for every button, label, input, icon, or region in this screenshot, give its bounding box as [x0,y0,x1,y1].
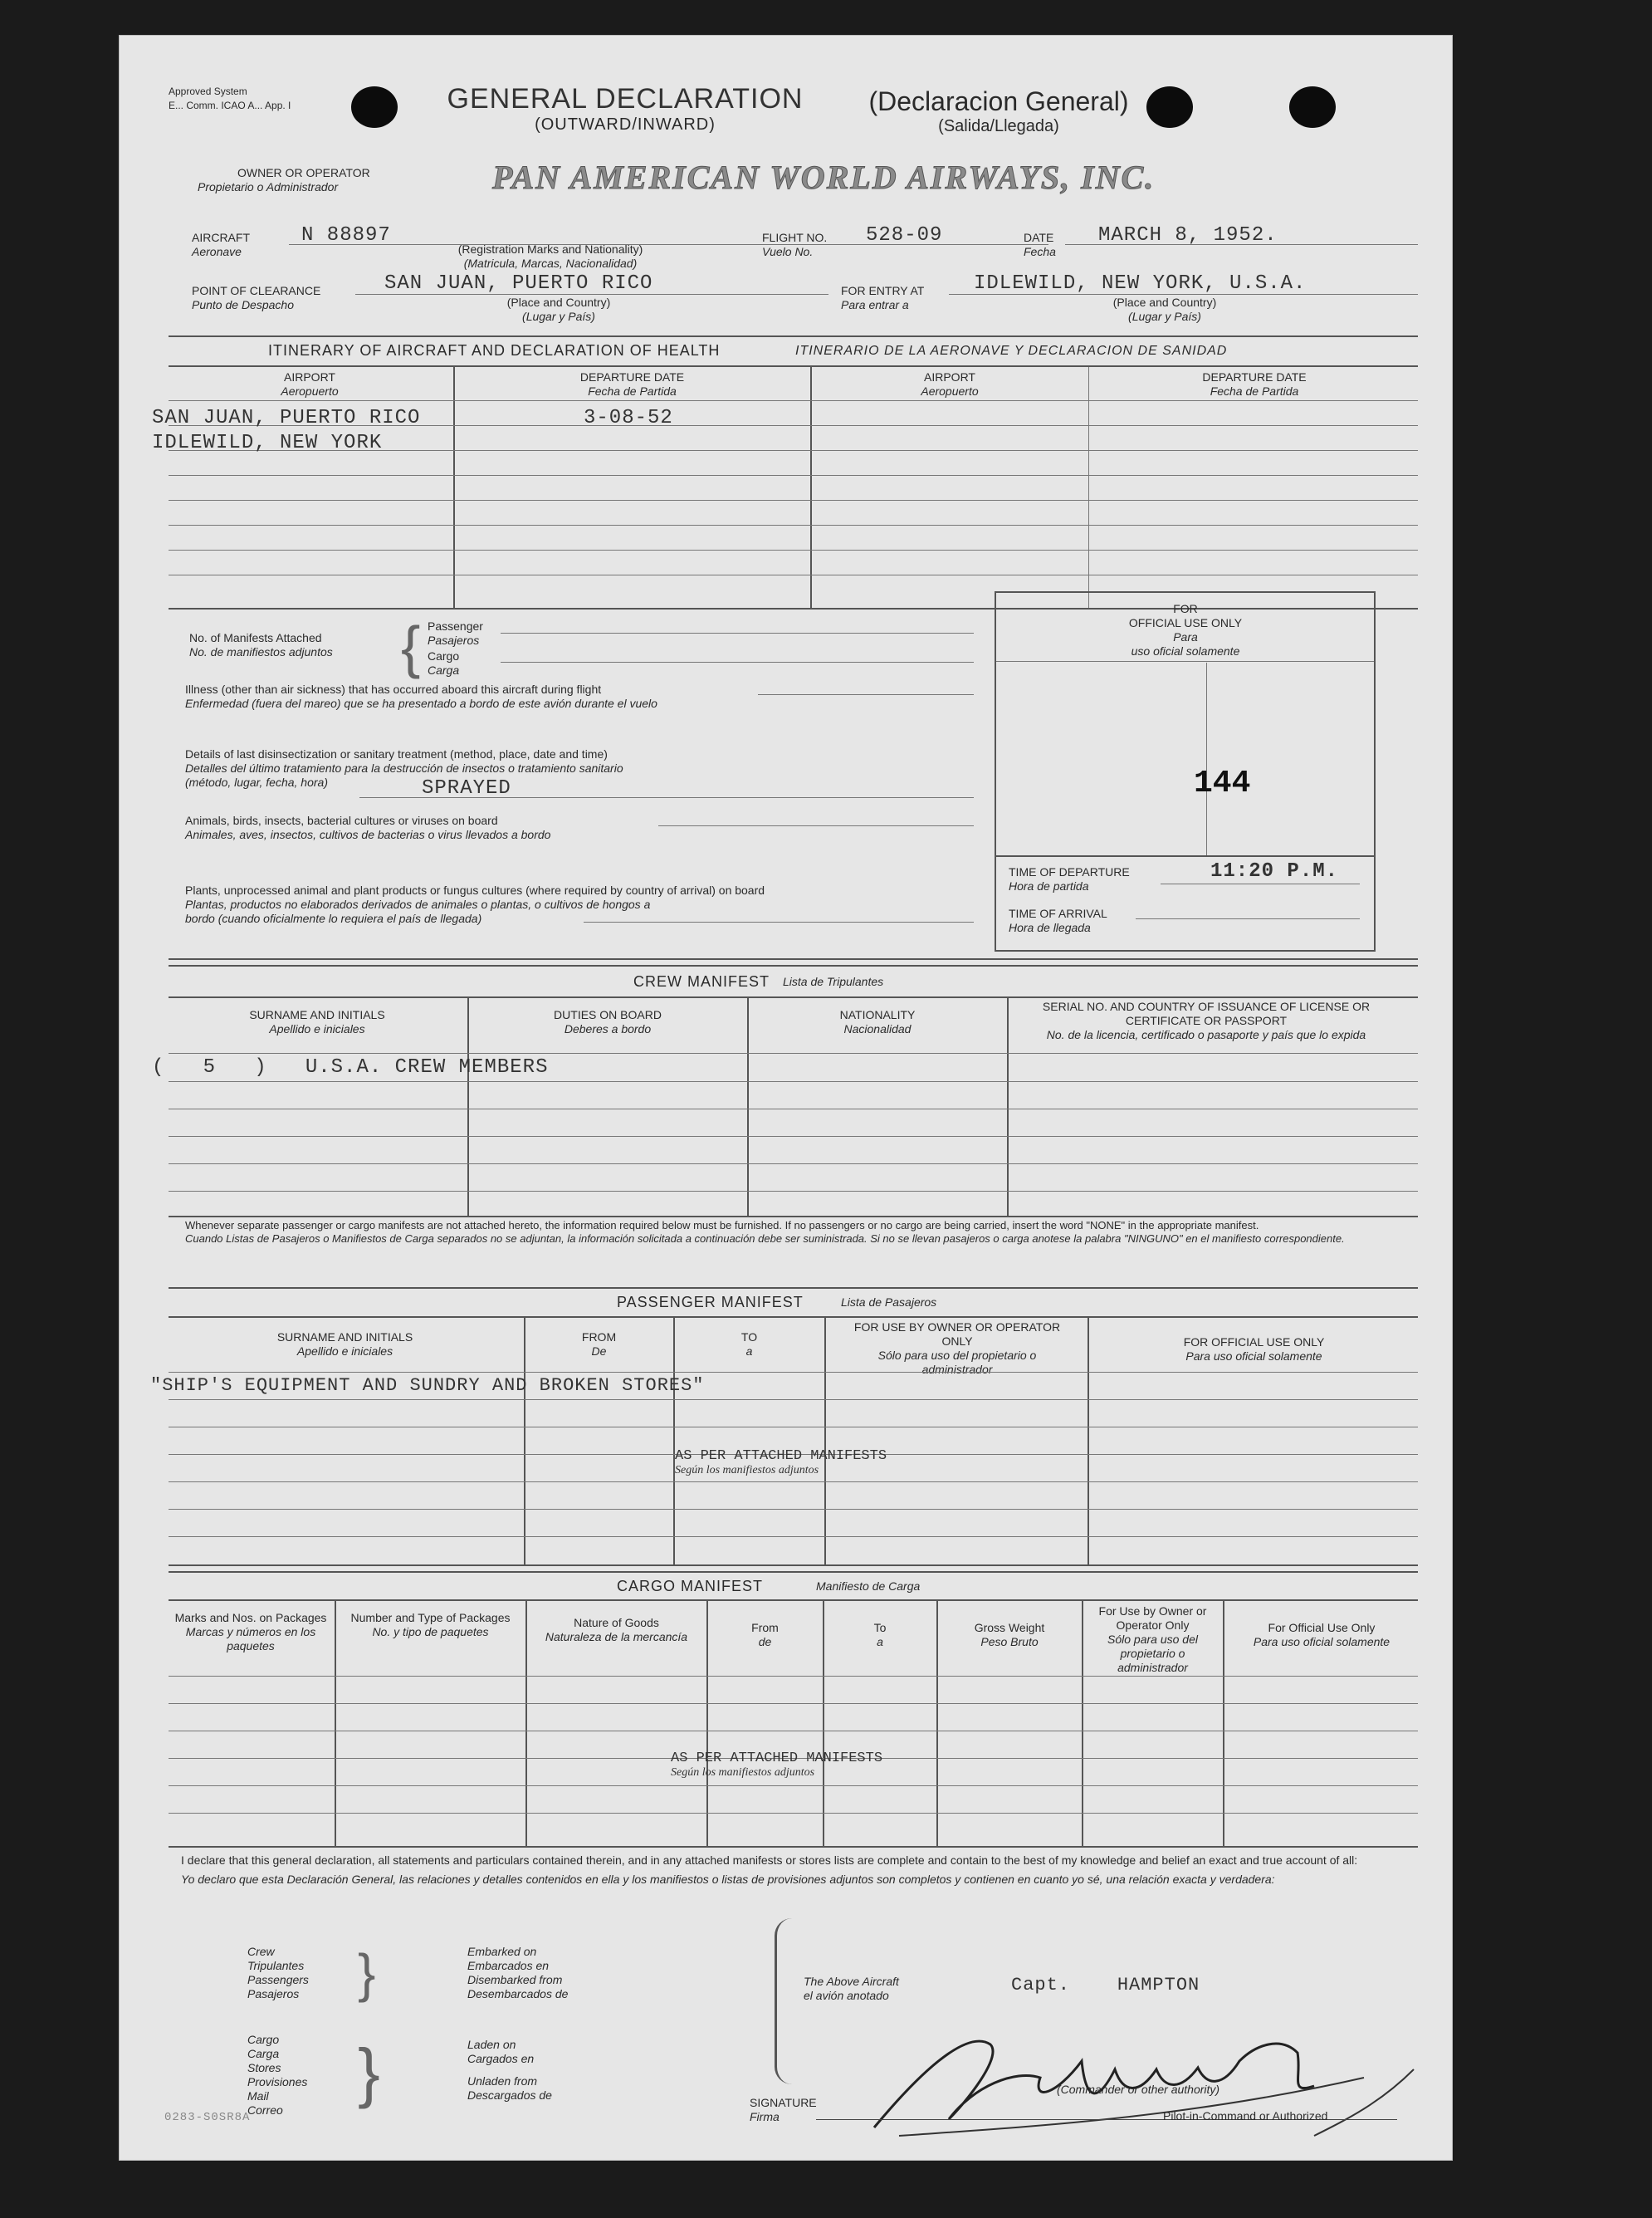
entry-value: IDLEWILD, NEW YORK, U.S.A. [974,272,1307,295]
cargo-col-number: Number and Type of Packages No. y tipo de paquetes [350,1611,511,1638]
flight-label: FLIGHT NO. Vuelo No. [762,231,828,258]
document-page: Approved System E... Comm. ICAO A... App. I GENERAL DECLARATION (OUTWARD/INWARD) (Declaracion General) (Salida/Llegada) OWNER OR OPERATOR Propietario o Administrador PAN AMERICAN WORLD AIRWAYS, INC. AIRCRAFT Aeronave N 88897 (Registration Marks and Nationality) (Matricula, Marcas, Nacionalidad) FLIGHT NO. Vuelo No. 528-09 DATE Fecha MARCH 8, 1952. POINT OF CLEARANCE Punto de Despacho SAN JUAN, PUERTO RICO (Place and Country) (Lugar y País) FOR ENTRY AT Para entrar a IDLEWILD, NEW YORK, U.S.A. (Place and Country) (Lugar y País) ITINERARY OF AIRCRAFT AND DECLARATION OF HEALTH ITINERARIO DE LA AERONAVE Y DECLARACION DE SANIDAD AIRPORT Aeropuerto DEPARTURE DATE Fecha de Partida AIRPORT Aeropuerto DEPARTURE DATE Fecha de Partida SAN JUAN, PUERTO RICO 3-08-52 IDLEWILD, NEW YORK No. of Manifests Attached No. de manifiestos adjuntos { Passenger Pasajeros Cargo Carga Illness (other than air sickness) that has occurred aboard this aircraft during flight Enfermedad (fuera del mareo) que se ha presentado a bordo de este avión durante el vuelo Details of last disinsectization or sanitary treatment (method, place, date and time) Detalles del último tratamiento para la destrucción de insectos o tratamiento sanitario (método, lugar, fecha, hora) SPRAYED Animals, birds, insects, bacterial cultures or viruses on board Animales, aves, insectos, cultivos de bacterias o virus llevados a bordo Plants, unprocessed animal and plant products or fungus cultures (where required by country of arrival) on board Plantas, productos no elaborados derivados de animales o plantas, o cultivos de hongos a bordo (cuando oficialmente lo requiera el país de llegada) FOR OFFICIAL USE ONLY Para uso oficial solamente 144 TIME OF DEPARTURE Hora de partida 11:20 P.M. TIME OF ARRIVAL Hora de llegada CREW MANIFEST Lista de Tripulantes SURNAME AND INITIALS Apellido e iniciales DUTIES ON BOARD Deberes a bordo NATIONALITY Nacionalidad SERIAL NO. AND COUNTRY OF ISSUANCE OF LICENSE OR CERTIFICATE OR PASSPORT No. de la licencia, certificado o pasaporte y país que lo expida ( 5 ) U.S.A. CREW MEMBERS Whenever separate passenger or cargo manifests are not attached hereto, the information required below must be furnished. If no passengers or no cargo are being carried, insert the word "NONE" in the appropriate manifest. Cuando Listas de Pasajeros o Manifiestos de Carga separados no se adjuntan, la información solicitada a continuación debe ser suministrada. Si no se llevan pasajeros o carga anotese la palabra "NINGUNO" en el manifiesto correspondiente. PASSENGER MANIFEST Lista de Pasajeros SURNAME AND INITIALS Apellido e iniciales FROM De TO a FOR USE BY OWNER OR OPERATOR ONLY Sólo para uso del propietario o administrador FOR OFFICIAL USE ONLY Para uso oficial solamente "SHIP'S EQUIPMENT AND SUNDRY AND BROKEN STORES" AS PER ATTACHED MANIFESTS Según los manifiestos adjuntos CARGO MANIFEST Manifiesto de Carga Marks and Nos. on Packages Marcas y números en los paquetes Number and Type of Packages No. y tipo de paquetes Nature of Goods Naturaleza de la mercancía From de To a Gross Weight Peso Bruto For Use by Owner or Operator Only Sólo para uso del propietario o administrador For Official Use Only Para uso oficial solamente AS PER ATTACHED MANIFESTS Según los manifiestos adjuntos I declare that this general declaration, all statements and particulars contained therein, and in any attached manifests or stores lists are complete and contain to the best of my knowledge and belief an exact and true account of all: Yo declaro que esta Declaración General, las relaciones y detalles contenidos en ella y los manifiestos o listas de provisiones adjuntos son completos y contienen en cuanto yo sé, una relación exacta y verdadera: Crew Tripulantes Passengers Pasajeros } Embarked on Embarcados en Disembarked from Desembarcados de Cargo Carga Stores Provisiones Mail Correo } Laden on Cargados en Unladen from Descargados de The Above Aircraft el avión anotado Capt. HAMPTON SIGNATURE Firma (Commander or other authority) Pilot-in-Command or Authorized 0283-S0SR8A [119,35,1453,2161]
illness-question: Illness (other than air sickness) that has occurred aboard this aircraft during flight Enfermedad (fuera del mareo) que se ha presentado a bordo de este avión durante el vuelo [185,683,657,710]
approval-note: Approved System E... Comm. ICAO A... App. I [169,86,291,111]
animals-question: Animals, birds, insects, bacterial cultures or viruses on board Animales, aves, insectos, cultivos de bacterias o virus llevados a bordo [185,814,551,841]
crew-heading-es: Lista de Tripulantes [783,975,884,988]
decl-laden: Laden on Cargados en Unladen from Descargados de [467,2038,552,2102]
official-number: 144 [1194,766,1251,801]
cargo-heading: CARGO MANIFEST [617,1578,764,1594]
crew-col-nationality: NATIONALITY Nacionalidad [839,1008,916,1036]
disinsect-question: Details of last disinsectization or sanitary treatment (method, place, date and time) Detalles del último tratamiento para la destrucción de insectos o tratamiento sanitario (método, lugar, fecha, hora) [185,747,623,789]
itinerary-heading: ITINERARY OF AIRCRAFT AND DECLARATION OF HEALTH [268,342,721,359]
clearance-value: SAN JUAN, PUERTO RICO [384,272,653,295]
cargo-stamp: AS PER ATTACHED MANIFESTS Según los manifiestos adjuntos [671,1750,883,1779]
itin-col-date: DEPARTURE DATE Fecha de Partida [579,370,685,398]
crew-col-serial: SERIAL NO. AND COUNTRY OF ISSUANCE OF LICENSE OR CERTIFICATE OR PASSPORT No. de la licencia, certificado o pasaporte y país que lo expida [1042,1000,1371,1041]
itin-row2-airport: IDLEWILD, NEW YORK [152,432,383,454]
captain-name: Capt. HAMPTON [1011,1975,1200,1995]
manifest-cargo-label: Cargo Carga [428,649,460,677]
commander-label: (Commander or other authority) [1057,2083,1220,2096]
itin-row1-date: 3-08-52 [584,407,673,429]
pax-stamp: AS PER ATTACHED MANIFESTS Según los manifiestos adjuntos [675,1448,887,1476]
declaration-text: I declare that this general declaration, all statements and particulars contained therein, and in any attached manifests or stores lists are complete and contain to the best of my knowledge and belief an exact and true account of all: Yo declaro que esta Declaración General, las relaciones y detalles contenidos en ella y los manifiestos o listas de provisiones adjuntos son completos y contienen en cuanto yo sé, una relación exacta y verdadera: [181,1853,1358,1886]
itin-col-airport: AIRPORT Aeropuerto [281,370,339,398]
pax-col-from: FROM De [581,1330,617,1358]
cargo-col-marks: Marks and Nos. on Packages Marcas y números en los paquetes [174,1611,327,1652]
pax-row-1: "SHIP'S EQUIPMENT AND SUNDRY AND BROKEN STORES" [150,1375,705,1396]
departure-time-label: TIME OF DEPARTURE Hora de partida [1009,865,1130,893]
date-label: DATE Fecha [1024,231,1056,258]
aircraft-label: AIRCRAFT Aeronave [192,231,250,258]
form-number: 0283-S0SR8A [164,2111,251,2124]
decl-cargo: Cargo Carga Stores Provisiones Mail Correo [247,2033,308,2117]
crew-row-1: ( 5 ) U.S.A. CREW MEMBERS [152,1056,549,1079]
cargo-col-nature: Nature of Goods Naturaleza de la mercancía [545,1616,688,1643]
cargo-heading-es: Manifiesto de Carga [816,1579,921,1593]
pic-label: Pilot-in-Command or Authorized [1163,2109,1328,2123]
aircraft-value: N 88897 [301,224,391,247]
captain-signature [849,2011,1430,2152]
entry-label: FOR ENTRY AT Para entrar a [841,284,925,311]
manifest-passenger-label: Passenger Pasajeros [428,619,483,647]
pax-col-to: TO a [740,1330,758,1358]
cargo-col-from: From de [751,1621,779,1648]
form-title: GENERAL DECLARATION (OUTWARD/INWARD) [447,83,804,134]
official-use-label: FOR OFFICIAL USE ONLY Para uso oficial solamente [1128,602,1243,658]
entry-sublabel: (Place and Country) (Lugar y País) [1112,296,1217,323]
cargo-col-weight: Gross Weight Peso Bruto [974,1621,1045,1648]
aircraft-sublabel: (Registration Marks and Nationality) (Matricula, Marcas, Nacionalidad) [457,242,643,270]
itin-col-date-2: DEPARTURE DATE Fecha de Partida [1202,370,1307,398]
date-value: MARCH 8, 1952. [1098,224,1278,247]
crew-heading: CREW MANIFEST [633,973,770,990]
passenger-heading: PASSENGER MANIFEST [617,1294,804,1310]
flight-value: 528-09 [866,224,943,247]
owner-value: PAN AMERICAN WORLD AIRWAYS, INC. [492,159,1156,196]
decl-embarked: Embarked on Embarcados en Disembarked from Desembarcados de [467,1945,569,2000]
crew-col-surname: SURNAME AND INITIALS Apellido e iniciales [249,1008,385,1036]
decl-crew: Crew Tripulantes Passengers Pasajeros [247,1945,309,2000]
crew-col-duties: DUTIES ON BOARD Deberes a bordo [554,1008,662,1036]
cargo-col-owner: For Use by Owner or Operator Only Sólo para uso del propietario o administrador [1098,1604,1207,1674]
manifest-notice: Whenever separate passenger or cargo manifests are not attached hereto, the information required below must be furnished. If no passengers or no cargo are being carried, insert the word "NONE" in the appropriate manifest. Cuando Listas de Pasajeros o Manifiestos de Carga separados no se adjuntan, la información solicitada a continuación debe ser suministrada. Si no se llevan pasajeros o carga anotese la palabra "NINGUNO" en el manifiesto correspondiente. [185,1219,1345,1245]
punch-hole [1289,86,1336,128]
owner-label: OWNER OR OPERATOR Propietario o Administrador [198,166,370,193]
manifests-label: No. of Manifests Attached No. de manifiestos adjuntos [189,631,333,659]
pax-col-official: FOR OFFICIAL USE ONLY Para uso oficial solamente [1183,1335,1325,1363]
disinsect-value: SPRAYED [422,777,511,800]
decl-above-aircraft: The Above Aircraft el avión anotado [804,1975,899,2002]
plants-question: Plants, unprocessed animal and plant products or fungus cultures (where required by country of arrival) on board Plantas, productos no elaborados derivados de animales o plantas, o cultivos de hongos a bordo (cuando oficialmente lo requiera el país de llegada) [185,884,765,925]
pax-col-owner: FOR USE BY OWNER OR OPERATOR ONLY Sólo para uso del propietario o administrador [853,1320,1061,1376]
cargo-col-to: To a [873,1621,887,1648]
pax-col-surname: SURNAME AND INITIALS Apellido e iniciales [276,1330,413,1358]
cargo-col-official: For Official Use Only Para uso oficial solamente [1253,1621,1391,1648]
passenger-heading-es: Lista de Pasajeros [841,1295,937,1309]
departure-time-value: 11:20 P.M. [1210,860,1339,883]
signature-label: SIGNATURE Firma [750,2096,817,2123]
form-title-es: (Declaracion General) (Salida/Llegada) [868,86,1129,135]
clearance-label: POINT OF CLEARANCE Punto de Despacho [192,284,321,311]
itinerary-heading-es: ITINERARIO DE LA AERONAVE Y DECLARACION DE SANIDAD [795,344,1228,358]
punch-hole [351,86,398,128]
itin-row1-airport: SAN JUAN, PUERTO RICO [152,407,421,429]
clearance-sublabel: (Place and Country) (Lugar y País) [506,296,611,323]
arrival-time-label: TIME OF ARRIVAL Hora de llegada [1009,907,1107,934]
itin-col-airport-2: AIRPORT Aeropuerto [921,370,979,398]
